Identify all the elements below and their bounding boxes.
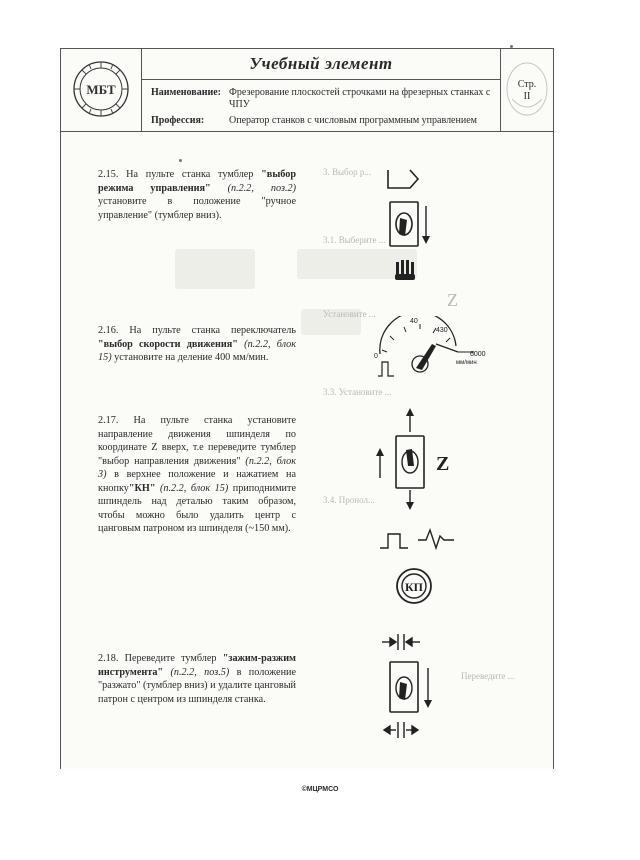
pulse-icon [380, 534, 408, 548]
control-name: "выбор режима управления" [98, 169, 296, 194]
step-number: 2.18. [98, 653, 119, 664]
step-text: в верхнее положение и нажатием на кнопку [98, 469, 296, 494]
page-title: Учебный элемент [142, 49, 500, 80]
name-label: Наименование: [151, 87, 221, 98]
zigzag-icon [418, 530, 454, 548]
step-text: На пульте станка установите направление движения шпинделя по координате Z вверх, т.е переведите тумблер "выбор направления движения" [98, 415, 296, 467]
step-2-15 [98, 168, 296, 222]
name-value: Фрезерование плоскостей строчками на фрезерных станках с ЧПУ [229, 87, 491, 110]
step-reference: (п.2.2, блок 15) [155, 482, 229, 494]
clamp-toggle-icon [380, 628, 450, 748]
logo-cell [61, 49, 142, 131]
control-name: "зажим-разжим инструмента" [98, 653, 297, 678]
bleed-text: Установите ... [323, 309, 376, 319]
bleed-text: Z [447, 290, 458, 310]
page-label: Стр. [517, 79, 537, 90]
speed-dial-icon [366, 316, 496, 388]
step-number: 2.15. [98, 169, 119, 180]
manual-mode-toggle-icon [380, 166, 440, 290]
step-number: 2.17. [98, 415, 119, 426]
control-name: "КН" [128, 482, 156, 494]
step-2-18 [98, 652, 296, 706]
step-text: На пульте станка тумблер [126, 169, 262, 180]
logo-text: МБТ [86, 82, 116, 97]
control-name: "выбор скорости движения" [98, 338, 238, 350]
step-2-17 [98, 414, 296, 536]
bleed-text: 3.4. Пронол... [323, 495, 375, 505]
bleed-text: 3.3. Установите ... [323, 387, 392, 397]
step-text: установите в положение "ручное управление" (тумблер вниз). [98, 196, 296, 221]
step-reference: (п.2.2, блок 15) [98, 338, 296, 363]
mode-symbol-icon [388, 170, 418, 188]
axis-label: Z [436, 453, 450, 475]
step-text: Переведите тумблер [124, 653, 223, 664]
step-number: 2.16. [98, 325, 119, 336]
dial-label: 40 [410, 318, 418, 325]
bleed-text: 3. Выбор р... [323, 167, 372, 177]
profession-label: Профессия: [151, 115, 205, 126]
dial-unit: мм/мин [456, 360, 477, 366]
bleed-text: Переведите ... [461, 671, 515, 681]
step-text: в положение "разжато" (тумблер вниз) и удалите цанговый патрон с центром из шпинделя станка. [98, 666, 296, 705]
kp-button-icon [397, 569, 431, 603]
step-reference: (п.2.2, поз.2) [210, 182, 296, 194]
speck [510, 45, 513, 48]
step-text: На пульте станка переключатель [129, 325, 296, 336]
org-logo-icon [71, 59, 131, 119]
bleed-text: 3.1. Выберите ... [323, 235, 386, 245]
button-label: КП [404, 580, 424, 594]
step-2-16 [98, 324, 296, 365]
step-reference: (п.2.2, поз.5) [163, 666, 230, 678]
dial-label: 430 [436, 327, 448, 334]
bleed-smear [175, 249, 255, 289]
header-table [61, 49, 553, 132]
step-text: установите на деление 400 мм/мин. [111, 352, 269, 363]
profession-value: Оператор станков с числовым программным управлением [229, 115, 477, 126]
step-text: приподнимите шпиндель над деталью таким образом, чтобы можно было удалить центр с цанговым патроном из шпинделя (~150 мм). [98, 482, 296, 534]
dial-label: 0 [374, 353, 378, 360]
hand-icon [395, 260, 415, 280]
page-number: II [523, 91, 531, 102]
dial-label: 6000 [470, 351, 486, 358]
footer-copyright: ©МЦРМСО [301, 786, 339, 793]
page-number-cell [500, 49, 553, 131]
step-reference: (п.2.2, блок 3) [98, 455, 296, 480]
speck [179, 159, 182, 162]
z-direction-toggle-icon [370, 406, 480, 606]
